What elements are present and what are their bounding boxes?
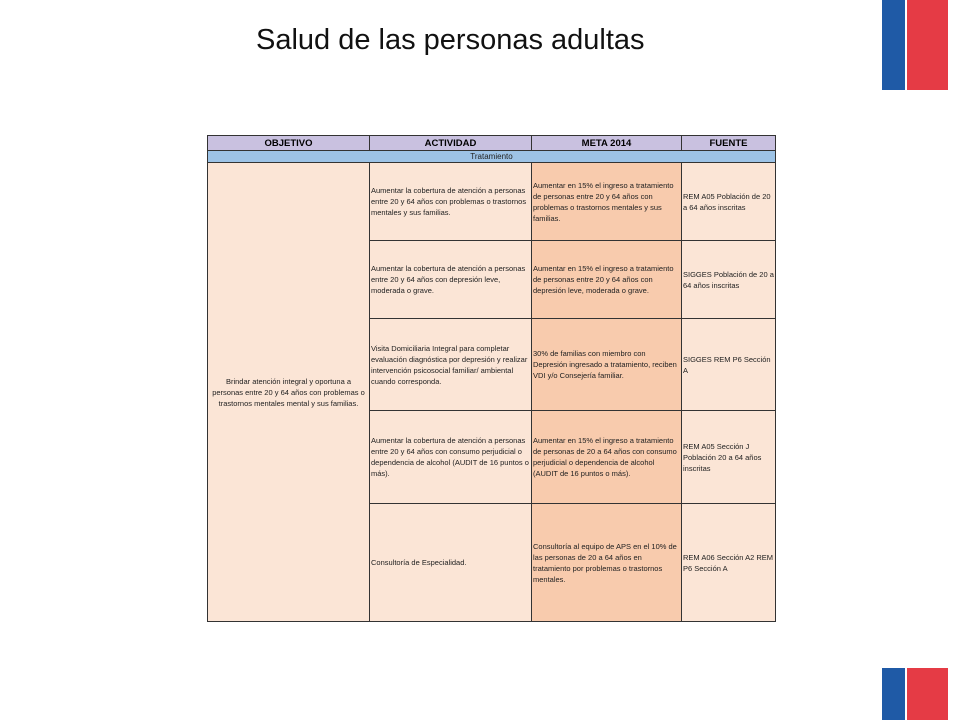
objectives-table (207, 135, 776, 622)
source-cell: REM A05 Población de 20 a 64 años inscritas (682, 163, 776, 241)
section-label: Tratamiento (208, 151, 776, 163)
table-header-row (208, 136, 776, 151)
header-meta: META 2014 (532, 136, 682, 151)
table-row (208, 163, 776, 241)
source-cell: SIGGES REM P6 Sección A (682, 319, 776, 411)
goal-cell: Aumentar en 15% el ingreso a tratamiento de personas entre 20 y 64 años con depresión leve, moderada o grave. (532, 241, 682, 319)
source-cell: REM A06 Sección A2 REM P6 Sección A (682, 504, 776, 622)
activity-cell: Visita Domiciliaria Integral para completar evaluación diagnóstica por depresión y realizar intervención psicosocial familiar/ ambiental cuando corresponda. (370, 319, 532, 411)
objective-cell (208, 163, 370, 622)
activity-cell: Aumentar la cobertura de atención a personas entre 20 y 64 años con problemas o trastornos mentales y sus familias. (370, 163, 532, 241)
header-fuente: FUENTE (682, 136, 776, 151)
flag-logo-bottom (882, 668, 948, 720)
objective-text: Brindar atención integral y oportuna a personas entre 20 y 64 años con problemas o trastornos mentales mental y sus familias. (212, 376, 365, 408)
goal-cell: Aumentar en 15% el ingreso a tratamiento de personas entre 20 y 64 años con problemas o trastornos mentales y sus familias. (532, 163, 682, 241)
section-row (208, 151, 776, 163)
slide-title: Salud de las personas adultas (256, 24, 645, 56)
activity-cell: Aumentar la cobertura de atención a personas entre 20 y 64 años con consumo perjudicial o dependencia de alcohol (AUDIT de 16 puntos o más). (370, 411, 532, 504)
header-objetivo: OBJETIVO (208, 136, 370, 151)
activity-cell: Consultoría de Especialidad. (370, 504, 532, 622)
flag-logo-top (882, 0, 948, 90)
header-actividad: ACTIVIDAD (370, 136, 532, 151)
source-cell: SIGGES Población de 20 a 64 años inscritas (682, 241, 776, 319)
goal-cell: 30% de familias con miembro con Depresión ingresado a tratamiento, reciben VDI y/o Consejería familiar. (532, 319, 682, 411)
goal-cell: Consultoría al equipo de APS en el 10% de las personas de 20 a 64 años en tratamiento por problemas o trastornos mentales. (532, 504, 682, 622)
source-cell: REM A05 Sección J Población 20 a 64 años inscritas (682, 411, 776, 504)
activity-cell: Aumentar la cobertura de atención a personas entre 20 y 64 años con depresión leve, moderada o grave. (370, 241, 532, 319)
goal-cell: Aumentar en 15% el ingreso a tratamiento de personas de 20 a 64 años con consumo perjudicial o dependencia de alcohol (AUDIT de 16 puntos o más). (532, 411, 682, 504)
